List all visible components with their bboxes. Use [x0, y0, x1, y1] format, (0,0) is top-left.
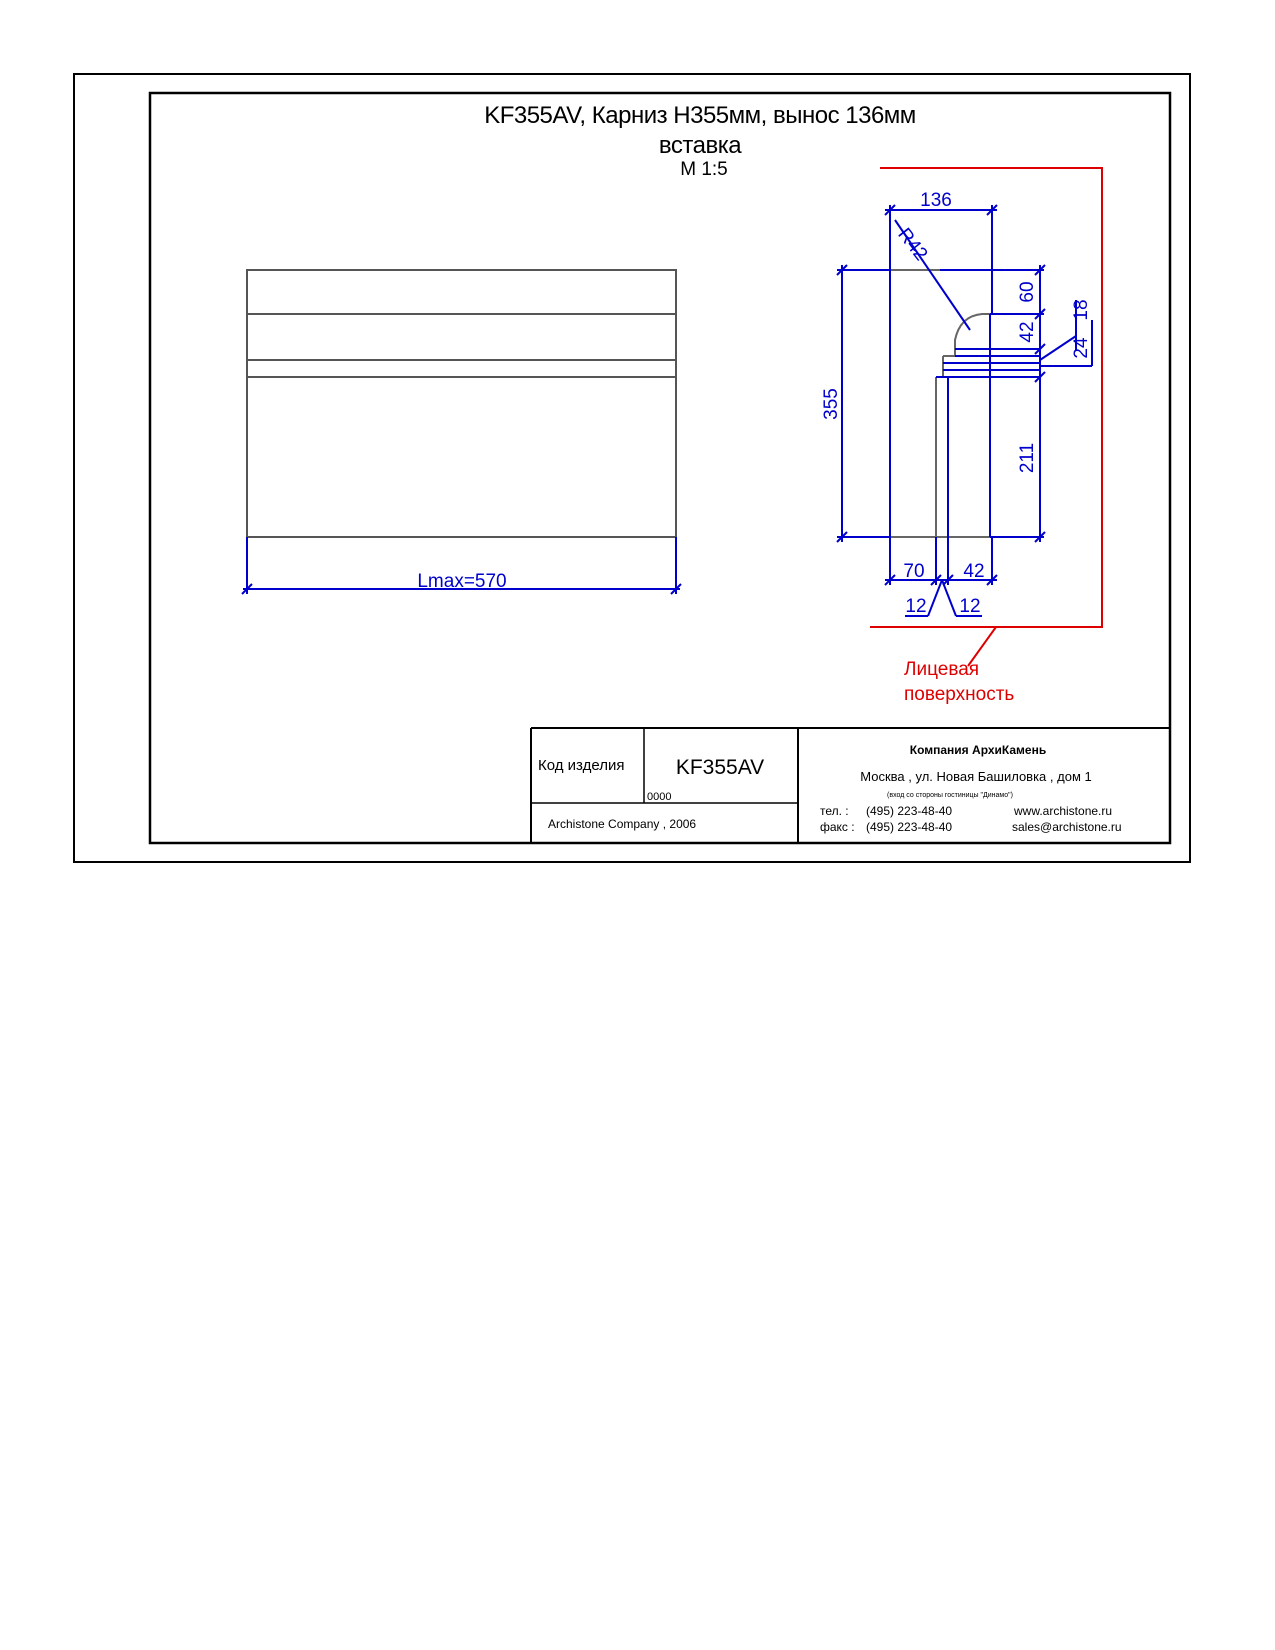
title-block-code-value: KF355AV	[675, 756, 765, 779]
dimension-60-label: 60	[1017, 281, 1038, 303]
title-block-code-label: Код изделия	[538, 757, 625, 774]
radius-label: R42	[893, 224, 932, 265]
title-block-phone: (495) 223-48-40	[866, 804, 953, 818]
profile-outline	[890, 270, 995, 537]
dimension-24-label: 24	[1071, 337, 1092, 359]
dimension-42-bottom-label: 42	[963, 561, 985, 582]
profile-inner-lines	[936, 314, 1040, 537]
dimension-355	[837, 265, 890, 542]
title-block-address-note: (вход со стороны гостиницы "Динамо")	[887, 792, 1013, 799]
title-block-fax: (495) 223-48-40	[866, 820, 953, 834]
dimension-70-label: 70	[903, 561, 925, 582]
title-block-address: Москва , ул. Новая Башиловка , дом 1	[860, 769, 1092, 784]
drawing-title: KF355AV, Карниз H355мм, вынос 136мм	[484, 102, 916, 129]
face-surface-label-1: Лицевая	[904, 659, 980, 680]
dimension-42-vertical-label: 42	[1017, 321, 1038, 343]
title-block-email: sales@archistone.ru	[1012, 820, 1122, 834]
dimension-18-label: 18	[1071, 299, 1092, 321]
title-block-copyright: Archistone Company , 2006	[548, 817, 697, 831]
dimension-12-left-label: 12	[905, 596, 927, 617]
title-block-company: Компания АрхиКамень	[909, 743, 1047, 757]
dimension-right-chain	[940, 265, 1092, 542]
title-block-fax-label: факс :	[820, 820, 855, 834]
dimension-211-label: 211	[1017, 442, 1038, 474]
front-view-outline	[247, 270, 676, 537]
drawing-subtitle: вставка	[658, 132, 742, 159]
title-block-website: www.archistone.ru	[1014, 804, 1113, 818]
front-length-label: Lmax=570	[417, 571, 507, 592]
dimension-136-label: 136	[920, 190, 952, 211]
title-block-phone-label: тел. :	[820, 804, 849, 818]
title-block-sheet-number: 0000	[647, 791, 672, 803]
face-surface-label-2: поверхность	[904, 684, 1015, 705]
dimension-355-label: 355	[821, 388, 842, 420]
drawing-scale: М 1:5	[680, 159, 728, 180]
dimension-12-right-label: 12	[959, 596, 981, 617]
front-view	[247, 270, 676, 537]
